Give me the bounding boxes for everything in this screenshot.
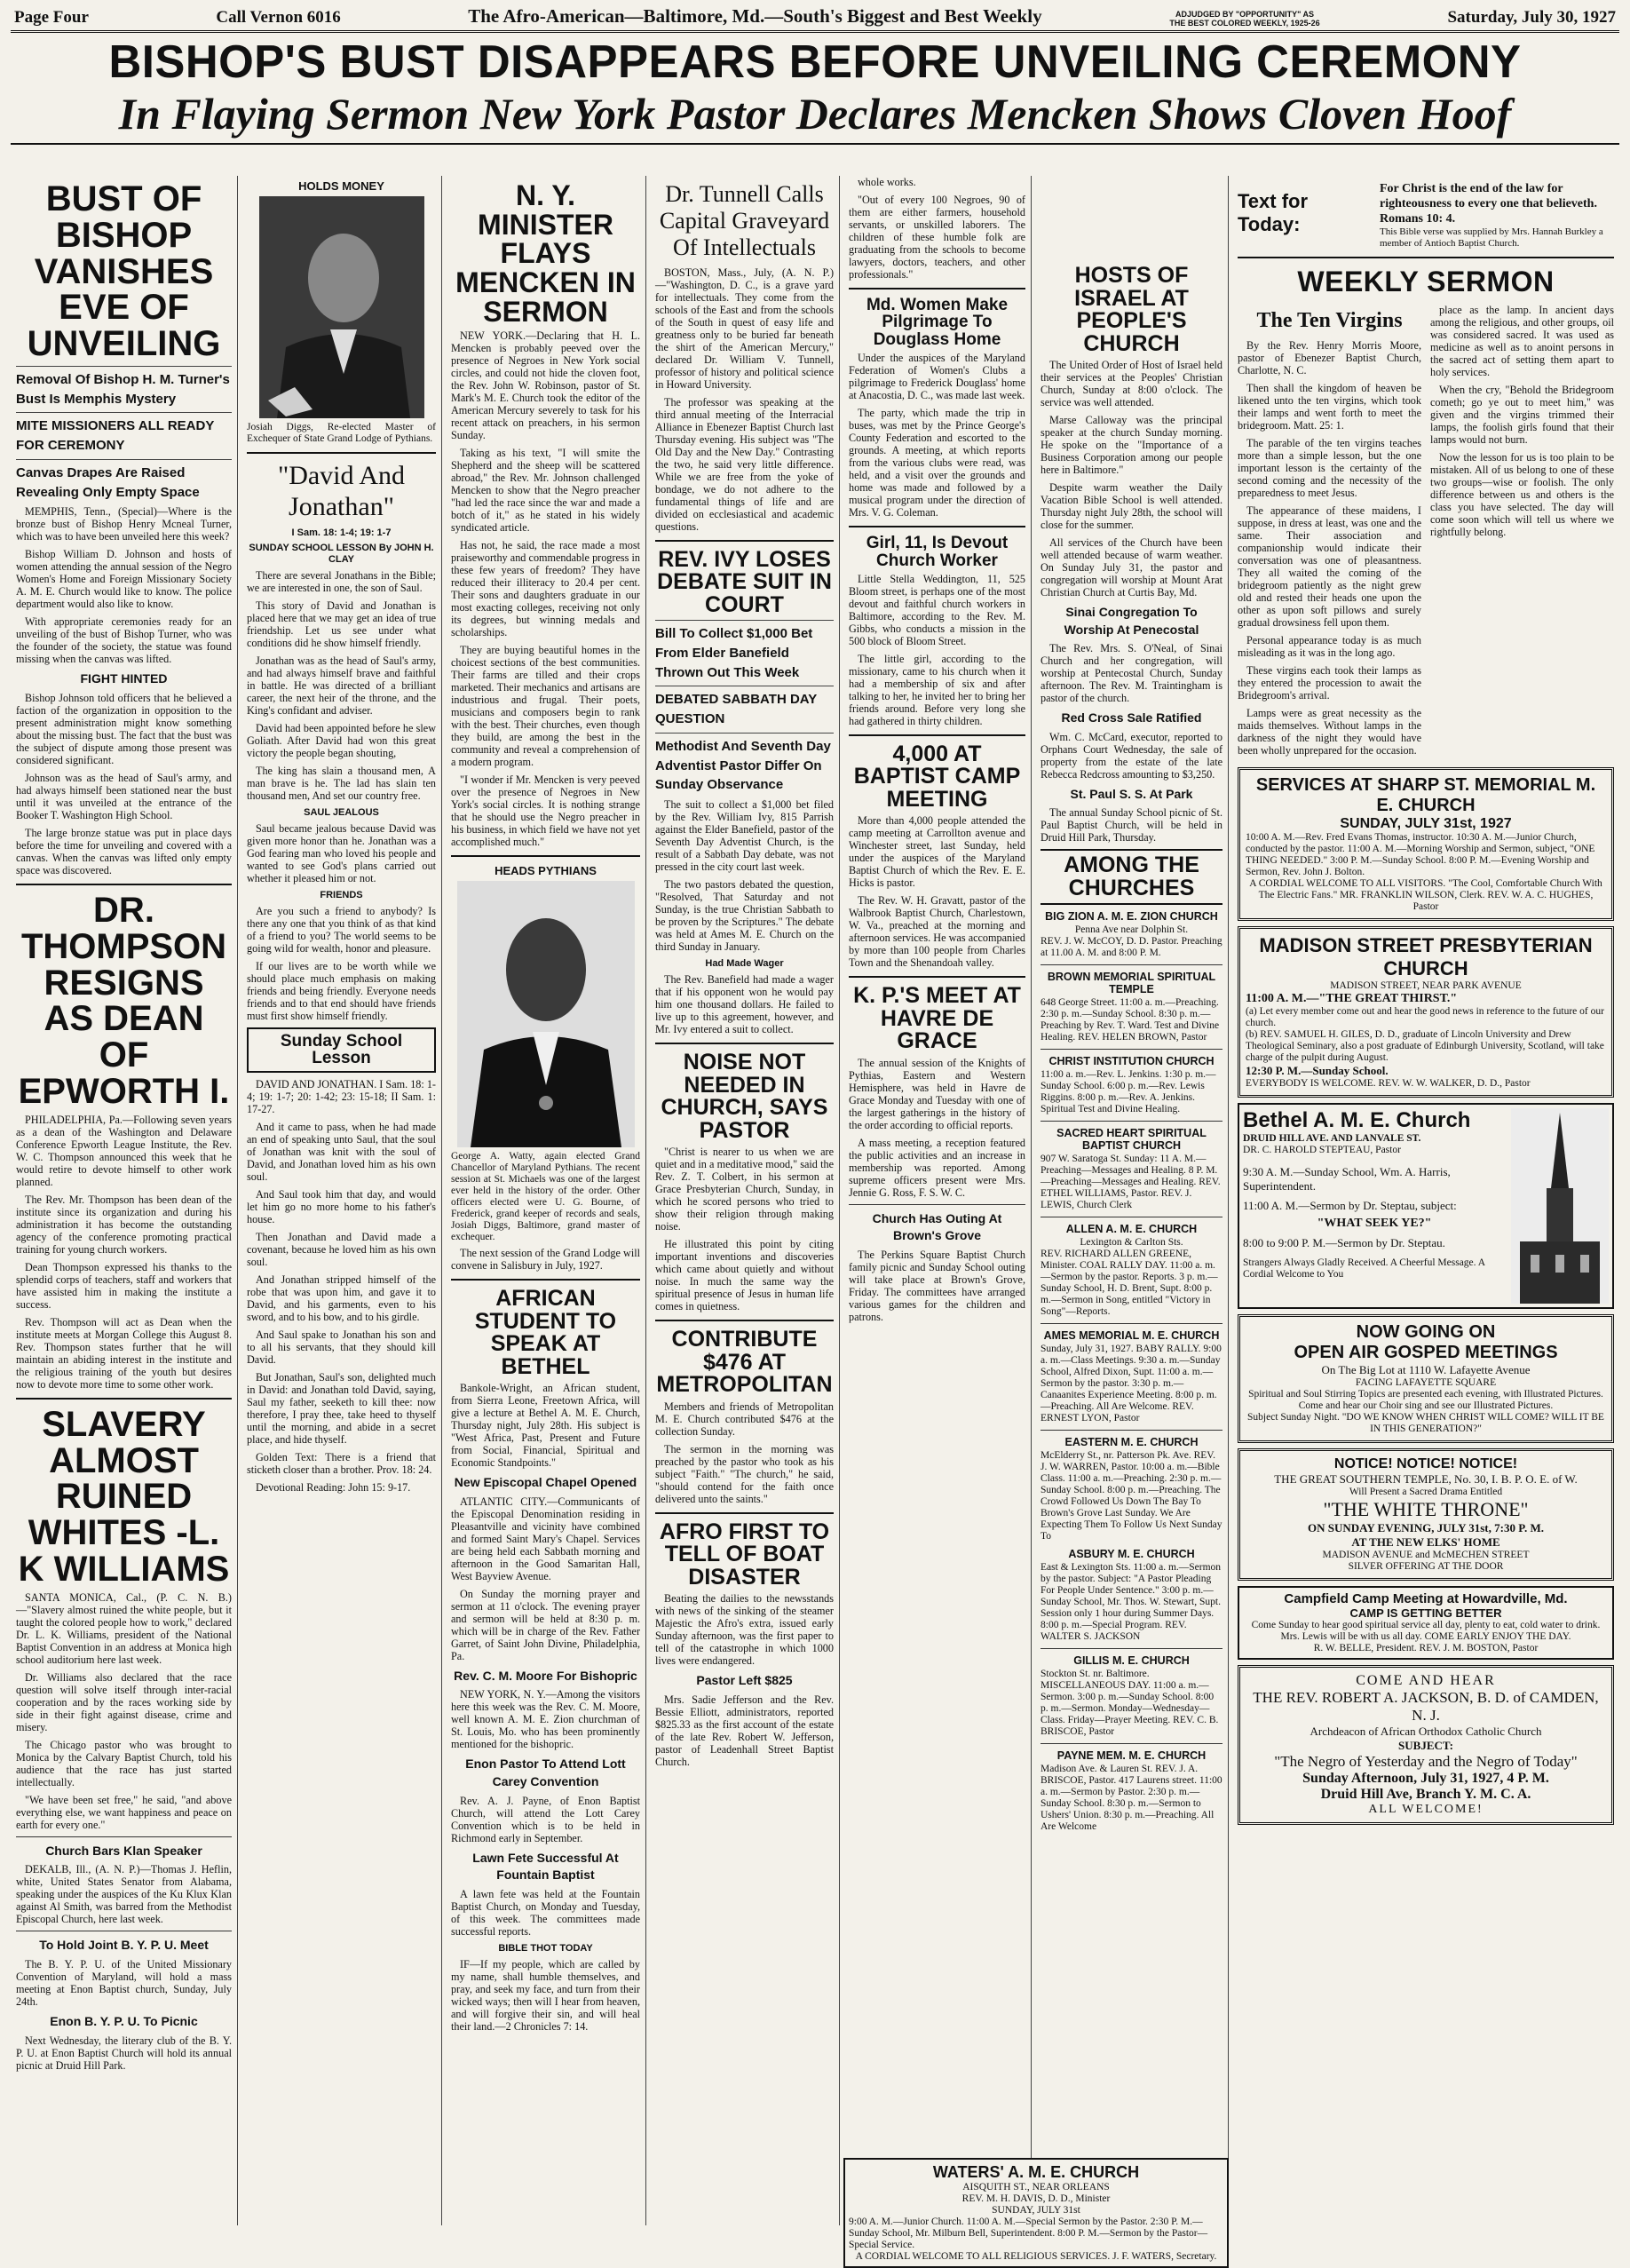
church-name: AMES MEMORIAL M. E. CHURCH xyxy=(1043,1329,1220,1343)
tunnell-paragraph: The professor was speaking at the third annual meeting of the Interracial Alliance in Ebenezer Baptist Church last Thursday evening. His subject was "The Old Day and the New Day." Contrasting the two, he said very little difference. While we are free from the yoke of bondage, we do not adhere to the fundamental things of life and are divided on ecclesiastical and academic questions. xyxy=(655,395,834,533)
church-services: Stockton St. nr. Baltimore. MISCELLANEOUS DAY. 11:00 a. m.—Sermon. 3:00 p. m.—Sunday School. 8:00 p. m.—Sermon. Monday—Wednesday—Class. Friday—Prayer Meeting. REV. C. B. BRISCOE, Pastor xyxy=(1041,1669,1219,1738)
redcross-headline: Red Cross Sale Ratified xyxy=(1061,710,1202,726)
open-paragraph: Subject Sunday Night. "DO WE KNOW WHEN CHRIST WILL COME? WILL IT BE IN THIS GENERATION?" xyxy=(1247,1411,1604,1434)
ss-paragraph: And Saul spake to Jonathan his son and to all his servants, that they should kill David. xyxy=(247,1328,436,1366)
afro-paragraph: Beating the dailies to the newsstands with news of the sinking of the steamer Majestic the Afro's extra, issued early Sunday afternoon, was the first paper to tell of the catastrophe in which 1000 lives were endangered. xyxy=(655,1592,834,1668)
ivy-paragraph: The two pastors debated the question, "Resolved, That Saturday and not Sunday, is the true Christian Sabbath to be proven by the Scriptures." The debate was held at Ames M. E. Church on the third Sunday in January. xyxy=(655,878,834,954)
ny-paragraph: Has not, he said, the race made a most praiseworthy and commendable progress in these few years of freedom? They have reduced their illiteracy to 20.4 per cent. Their sons and daughters graduate in our most exacting colleges, receiving not only its degrees, but winning medals and scholarships. xyxy=(451,539,640,639)
left-headline: Pastor Left $825 xyxy=(696,1673,793,1688)
church-services: 648 George Street. 11:00 a. m.—Preaching. 2:30 p. m.—Sunday School. 8:30 p. m.—Preaching by Rev. T. Ward. Test and Divine Healing. REV. HELEN BROWN, Pastor xyxy=(1041,997,1220,1043)
madison-title: MADISON STREET PRESBYTERIAN CHURCH xyxy=(1259,933,1593,979)
church-services: McElderry St., nr. Patterson Pk. Ave. REV. J. W. WARREN, Pastor. 10:00 a. m.—Bible Class. 11:00 a. m.—Preaching. 2:30 p. m.—Sunday School. 8:00 p. m.—Preaching. The Crowd Followed Us Down The Bay To Brown's Grove Last Sunday. We Are Expecting Them To Follow Us Next Sunday To xyxy=(1041,1450,1222,1542)
noise-headline: NOISE NOT NEEDED IN CHURCH, SAYS PASTOR xyxy=(661,1050,828,1143)
church-services: 11:00 a. m.—Rev. L. Jenkins. 1:30 p. m.—Sunday School. 6:00 p. m.—Rev. Lewis Riggins. 8:00 p. m.—Rev. A. Jenkins. Spiritual Test and Divine Healing. xyxy=(1041,1069,1216,1115)
church-name: CHRIST INSTITUTION CHURCH xyxy=(1048,1055,1215,1068)
pythians-photo xyxy=(457,881,635,1147)
column-4 xyxy=(650,176,840,2225)
moore-paragraph: NEW YORK, N. Y.—Among the visitors here this week was the Rev. C. M. Moore, well known A. M. E. Zion churchman of St. Louis, Mo. who has been prominently mentioned for the bishopric. xyxy=(451,1688,640,1751)
bust-headline: BUST OF BISHOP VANISHES EVE OF UNVEILING xyxy=(27,179,221,364)
waters-pastor: REV. M. H. DAVIS, D. D., Minister xyxy=(961,2193,1111,2204)
contribute-headline: CONTRIBUTE $476 AT METROPOLITAN xyxy=(656,1327,833,1398)
camp-paragraph: The Rev. W. H. Gravatt, pastor of the Walbrook Baptist Church, Charlestown, W. Va., preached at the morning and afternoon services. He was accompanied by more than 100 people from Charles Town and the Shenandoah valley. xyxy=(849,894,1025,970)
stpaul-paragraph: The annual Sunday School picnic of St. Paul Baptist Church, will be held in Druid Hill Park, Thursday. xyxy=(1041,806,1222,845)
jackson-role: Archdeacon of African Orthodox Catholic Church xyxy=(1310,1724,1542,1738)
noise-paragraph: "Christ is nearer to us when we are quiet and in a meditative mood," said the Rev. Z. T. Colbert, in his sermon at Grace Presbyterian Church, Sunday, in which he scored persons who tried to show their religion through making noise. xyxy=(655,1146,834,1233)
bust-deck-2: MITE MISSIONERS ALL READY FOR CEREMONY xyxy=(16,412,232,456)
church-name: BIG ZION A. M. E. ZION CHURCH xyxy=(1045,910,1218,924)
klan-headline: Church Bars Klan Speaker xyxy=(45,1843,202,1858)
notice-text: Will Present a Sacred Drama Entitled xyxy=(1349,1486,1503,1497)
ivy-subhead: Had Made Wager xyxy=(705,958,784,970)
bible-headline: BIBLE THOT TODAY xyxy=(498,1942,593,1954)
moore-headline: Rev. C. M. Moore For Bishopric xyxy=(454,1668,637,1683)
newspaper-page xyxy=(11,5,1619,2262)
church-services: Madison Ave. & Lauren St. REV. J. A. BRISCOE, Pastor. 417 Laurens street. 11:00 a. m.—Sermon by Pastor. 2:30 p. m.—Sunday School. 8:30 p. m.—Sermon to Ushers' Union. 8:30 p. m.—Preaching. All Are Welcome xyxy=(1041,1764,1222,1833)
waters-services: 9:00 A. M.—Junior Church. 11:00 A. M.—Special Sermon by the Pastor. 2:30 P. M.—Sunday School, Mr. Milburn Bell, Superintendent. 8:00 P. M.—Sermon by the Pastor—Special Service. xyxy=(849,2216,1208,2250)
slavery-headline: SLAVERY ALMOST RUINED WHITES -L. K WILLIAMS xyxy=(18,1404,230,1590)
camp-paragraph: More than 4,000 people attended the camp meeting at Carrollton avenue and Winchester street, last Sunday, held under the auspices of the Maryland Baptist Church of which the Rev. E. E. Hicks is pastor. xyxy=(849,814,1025,890)
church-services: Sunday, July 31, 1927. BABY RALLY. 9:00 a. m.—Class Meetings. 9:30 a. m.—Sunday School, Alfred Dixon, Supt. 11:00 a. m.—Sermon by the pastor. 3:30 p. m.—Canaanites Experience Meeting. 8:00 p. m.—Preaching. All Are Welcome. REV. ERNEST LYON, Pastor xyxy=(1041,1344,1222,1424)
tunnell-paragraph: BOSTON, Mass., July, (A. N. P.)—"Washington, D. C., is a grave yard for intellectuals. They come from the schools of the East and from the schools of the South in quest of easy life and greatness only to be buried far beneath the shirt of the American Mercury," declared Dr. William V. Tunnell, professor of history and political science in Howard University. xyxy=(655,266,834,391)
bust-paragraph: MEMPHIS, Tenn., (Special)—Where is the bronze bust of Bishop Henry Mcneal Turner, which was to have been unveiled here this week? xyxy=(16,505,232,543)
slavery-paragraph: SANTA MONICA, Cal., (P. C. N. B.)—"Slavery almost ruined the white people, but it taught the colored people how to work," declared Dr. L. K. Williams, president of the National Baptist Convention in an address at Monica high school auditorium here last week. xyxy=(16,1590,232,1666)
notice-footer: SILVER OFFERING AT THE DOOR xyxy=(1348,1560,1504,1572)
hosts-headline: HOSTS OF ISRAEL AT PEOPLE'S CHURCH xyxy=(1074,263,1189,356)
bethel-service: 8:00 to 9:00 P. M.—Sermon by Dr. Steptau. xyxy=(1243,1235,1445,1249)
church-services: East & Lexington Sts. 11:00 a. m.—Sermon by the pastor. Subject: "A Pastor Pleading For People Under Sentence." 3:00 p. m.—Sunday School, Mr. Thos. W. Stewart, Supt. Session only 1 hour during Summer Days. 8:00 p. m.—Special Program. REV. WALTER S. JACKSON xyxy=(1041,1562,1222,1643)
bypu-paragraph: The B. Y. P. U. of the United Missionary Convention of Maryland, will hold a mass meeting at Enon Baptist church, Sunday, July 24th. xyxy=(16,1958,232,2009)
columns xyxy=(11,176,1619,2262)
madison-ad xyxy=(1238,926,1614,1098)
bust-subhead: FIGHT HINTED xyxy=(80,671,168,686)
notice-where: AT THE NEW ELKS' HOME xyxy=(1351,1534,1500,1549)
left-paragraph: Mrs. Sadie Jefferson and the Rev. Bessie Elliott, administrators, reported $825.33 as the first account of the estate of the late Rev. Robert W. Jefferson, pastor of Leadenhall Street Baptist Church. xyxy=(655,1693,834,1768)
bust-paragraph: Bishop Johnson told officers that he believed a faction of the organization in opposition to the present administration might know something about the missing bust. The fact that the bust was the subject of dispute among those present was considered significant. xyxy=(16,692,232,767)
text-verse: For Christ is the end of the law for righteousness to every one that believeth. Romans 10: 4. xyxy=(1380,182,1597,226)
thompson-paragraph: PHILADELPHIA, Pa.—Following seven years as a dean of the Washington and Delaware Conference Epworth League Institute, the Rev. W. C. Thompson announced this week that he would retire to devote himself to other work planned. xyxy=(16,1113,232,1188)
bethel-pastor: DR. C. HAROLD STEPTEAU, Pastor xyxy=(1243,1144,1401,1155)
jackson-subject: "The Negro of Yesterday and the Negro of Today" xyxy=(1274,1752,1578,1770)
church-services: 907 W. Saratoga St. Sunday: 11 A. M.—Preaching—Messages and Healing. 8 P. M.—Preaching—Messages and Healing. REV. ETHEL WILLIAMS, Pastor. REV. J. LEWIS, Church Clerk xyxy=(1041,1154,1221,1211)
madison-service: (a) Let every member come out and hear the good news in reference to the future of our church. xyxy=(1246,1005,1604,1028)
bust-paragraph: With appropriate ceremonies ready for an unveiling of the bust of Bishop Turner, who was the founder of the society, the statue was found missing when the canvas was lifted. xyxy=(16,615,232,666)
bust-deck-1: Removal Of Bishop H. M. Turner's Bust Is Memphis Mystery xyxy=(16,366,232,409)
column-7 xyxy=(1232,176,1619,2225)
notice-text: THE GREAT SOUTHERN TEMPLE, No. 30, I. B. P. O. E. of W. xyxy=(1274,1471,1578,1486)
hosts-paragraph: Despite warm weather the Daily Vacation Bible School is well attended. Thursday night July 28th, the school will close for the summer. xyxy=(1041,481,1222,531)
lawn-paragraph: A lawn fete was held at the Fountain Baptist Church, on Monday and Tuesday, of this week. The committees made successful reports. xyxy=(451,1887,640,1938)
ivy-deck: Methodist And Seventh Day Adventist Pastor Differ On Sunday Observance xyxy=(655,733,834,795)
main-headline: BISHOP'S BUST DISAPPEARS BEFORE UNVEILING CEREMONY xyxy=(108,36,1522,88)
bethel-service: 9:30 A. M.—Sunday School, Wm. A. Harris, Superintendent. xyxy=(1243,1164,1451,1193)
camp-headline: 4,000 AT BAPTIST CAMP MEETING xyxy=(853,741,1021,812)
sharp-title: SERVICES AT SHARP ST. MEMORIAL M. E. CHURCH xyxy=(1255,774,1596,815)
ny-paragraph: NEW YORK.—Declaring that H. L. Mencken is probably peeved over the presence of Negroes in New York social circles, and could not hide the cloven foot, the Rev. John W. Robinson, pastor of St. Mark's M. E. Church took the editor of the American Mercury severely to task for his recent attack on preachers, in his sermon Sunday. xyxy=(451,329,640,442)
ss-paragraph: And Jonathan stripped himself of the robe that was upon him, and gave it to David, and his garments, even to his sword, and to his bow, and to his girdle. xyxy=(247,1273,436,1323)
thompson-paragraph: The Rev. Mr. Thompson has been dean of the institute since its organization and during his administration it has become the outstanding agency of the conference promoting practical training for young church workers. xyxy=(16,1193,232,1256)
photo-label: HOLDS MONEY xyxy=(298,179,384,193)
slavery-paragraph: "We have been set free," he said, "and above everything else, we want happiness and peace on earth for every one." xyxy=(16,1793,232,1831)
church-address: Lexington & Carlton Sts. xyxy=(1080,1237,1183,1249)
virgins-paragraph: The appearance of these maidens, I suppose, in dress at least, was one and the same. Their association and companionship would indicate their conversation was one of pleasantness. They all waited the coming of the bridegroom patiently as the night grew old and rested their heads one upon the other as upon soft pillows and surely gradual drowsiness fell upon them. xyxy=(1238,504,1421,629)
ss-paragraph: Then Jonathan and David made a covenant, because he loved him as his own soul. xyxy=(247,1230,436,1268)
slavery-paragraph: The Chicago pastor who was brought to Monica by the Calvary Baptist Church, told his audience that the race has just started intellectually. xyxy=(16,1738,232,1788)
church-address: Penna Ave near Dolphin St. xyxy=(1074,924,1189,936)
david-paragraph: Are you such a friend to anybody? Is there any one that you think of as that kind of a friend to you? The world seems to be going wild for wealth, honor and pleasure. xyxy=(247,905,436,955)
david-paragraph: David had been appointed before he slew Goliath. After David had won this great victory the people began shouting, xyxy=(247,722,436,759)
bypu-headline: To Hold Joint B. Y. P. U. Meet xyxy=(39,1938,209,1953)
jackson-subhead: SUBJECT: xyxy=(1398,1738,1453,1752)
church-name: ALLEN A. M. E. CHURCH xyxy=(1065,1223,1198,1236)
david-paragraph: Saul became jealous because David was given more honor than he. Jonathan was a God fearing man who loved his people and wanted to see God's plans carried out whether it pleased him or not. xyxy=(247,822,436,884)
church-name: GILLIS M. E. CHURCH xyxy=(1073,1654,1190,1668)
sharp-date: SUNDAY, JULY 31st, 1927 xyxy=(1340,815,1512,831)
ivy-headline: REV. IVY LOSES DEBATE SUIT IN COURT xyxy=(657,546,832,617)
masthead xyxy=(11,5,1619,33)
adjudged-badge: ADJUDGED BY "OPPORTUNITY" AS THE BEST COLORED WEEKLY, 1925-26 xyxy=(1169,10,1320,28)
sharp-services: 10:00 A. M.—Rev. Fred Evans Thomas, instructor. 10:30 A. M.—Junior Church, conducted by the pastor. 11:00 A. M.—Morning Worship and Sermon, subject, "ONE THING NEEDED." 3:00 P. M.—Sunday School. 8:00 P. M.—Evening Worship and Sermon, Rev. John J. Bolton. xyxy=(1246,831,1595,877)
waters-ad xyxy=(843,2158,1229,2268)
saul-subhead: SAUL JEALOUS xyxy=(304,807,379,818)
text-label: Text for Today: xyxy=(1238,190,1309,235)
pythians-paragraph: The next session of the Grand Lodge will convene in Salisbury in July, 1927. xyxy=(451,1247,640,1273)
virgins-paragraph: place as the lamp. In ancient days among the religious, and other groups, oil was considered sacred. It was used as medicine as well as to anoint persons in the sacred act of setting them apart to holy services. xyxy=(1430,304,1614,378)
ss-paragraph: Golden Text: There is a friend that sticketh closer than a brother. Prov. 18: 24. xyxy=(247,1450,436,1476)
madison-footer: EVERYBODY IS WELCOME. REV. W. W. WALKER, D. D., Pastor xyxy=(1246,1077,1531,1089)
madison-service: 12:30 P. M.—Sunday School. xyxy=(1246,1063,1389,1077)
open-paragraph: Spiritual and Soul Stirring Topics are presented each evening, with Illustrated Pictures. Come and hear our Choir sing and see our Illustrated Pictures. xyxy=(1248,1388,1603,1411)
slavery-paragraph: Dr. Williams also declared that the race question will solve itself through inter-racial cooperation and by the races working side by side in their fight against disease, crime and misery. xyxy=(16,1670,232,1733)
virgins-paragraph: These virgins each took their lamps as they entered the procession to await the Bridegroom's arrival. xyxy=(1238,663,1421,702)
page-number: Page Four xyxy=(14,8,89,27)
md-women-headline: Md. Women Make Pilgrimage To Douglass Home xyxy=(866,296,1009,349)
virgins-paragraph: When the cry, "Behold the Bridegroom cometh; go ye out to meet him," was given and the virgins trimmed their lamps, the foolish girls found that their lamps would not burn. xyxy=(1430,384,1614,446)
open-title: NOW GOING ON xyxy=(1356,1321,1496,1342)
kp-paragraph: A mass meeting, a reception featured the public activities and an increase in membership was reported. Among supreme officers present were Mrs. Jennie G. Ross, F. S. W. C. xyxy=(849,1136,1025,1199)
pythians-caption: George A. Watty, again elected Grand Chancellor of Maryland Pythians. The recent session at St. Michaels was one of the largest ever held in the history of the order. Other officers elected were U. G. Bourne, of Frederick, grand keeper of records and seals, Josiah Diggs, Baltimore, grand master of exchequer. xyxy=(451,1151,640,1243)
column-5 xyxy=(843,176,1032,2225)
campfield-paragraph: Come Sunday to hear good spiritual service all day, plenty to eat, cold water to drink. Mrs. Lewis will be with us all day. COME EARLY ENJOY THE DAY. xyxy=(1251,1619,1601,1642)
sermon-columns xyxy=(1238,304,1614,762)
ny-paragraph: They are buying beautiful homes in the choicest sections of the best communities. Their farms are tilled and their crops marketed. Their mechanics and artisans are industrious and frugal. Their poets, musicians and composers begin to rank with the best. Their churches, even though they build, are among the best in the community and reveal a comprehension of a modern program. xyxy=(451,644,640,769)
afro-headline: AFRO FIRST TO TELL OF BOAT DISASTER xyxy=(659,1519,830,1590)
jackson-when: Sunday Afternoon, July 31, 1927, 4 P. M. xyxy=(1302,1770,1549,1786)
hosts-paragraph: All services of the Church have been well attended because of warm weather. On Sunday July 31, the pastor and congregation will worship at Mount Arat Christian Church at Curtis Bay, Md. xyxy=(1041,536,1222,599)
sinai-paragraph: The Rev. Mrs. S. O'Neal, of Sinai Church and her congregation, will worship at Pentecostal Church, Sunday afternoon. The Rev. M. Traintingham is pastor of the church. xyxy=(1041,642,1222,705)
column-2 xyxy=(241,176,442,2225)
bethel-service: 11:00 A. M.—Sermon by Dr. Steptau, subject: xyxy=(1243,1198,1457,1212)
african-paragraph: Bankole-Wright, an African student, from Sierra Leone, Freetown Africa, will give a lecture at Bethel A. M. E. Church, Thursday night, July 28th. His subject is "West Africa, Past, Present and Future from Social, Financial, Spiritual and Economic Standpoints." xyxy=(451,1382,640,1470)
church-name: PAYNE MEM. M. E. CHURCH xyxy=(1056,1749,1207,1763)
church-name: EASTERN M. E. CHURCH xyxy=(1064,1436,1199,1449)
tunnell-continued: whole works. xyxy=(858,176,916,188)
portrait-photo xyxy=(259,196,424,418)
notice-address: MADISON AVENUE and McMECHEN STREET xyxy=(1322,1549,1530,1560)
ss-paragraph: Devotional Reading: John 15: 9-17. xyxy=(256,1480,411,1494)
open-title: OPEN AIR GOSPED MEETINGS xyxy=(1294,1342,1558,1362)
church-name: SACRED HEART SPIRITUAL BAPTIST CHURCH xyxy=(1056,1127,1207,1153)
md-women-paragraph: The party, which made the trip in buses, was met by the Prince George's County Federation and escorted to the grounds. A meeting, at which reports from the various clubs were read, was held, and a visit over the grounds and home was made and followed by a musical program under the direction of Mrs. V. G. Coleman. xyxy=(849,407,1025,519)
sharp-street-ad xyxy=(1238,767,1614,921)
madison-service: (b) REV. SAMUEL H. GILES, D. D., graduate of Lincoln University and Drew Theological Seminary, also a post graduate of Edinburgh University, Scotland, will take charge of the pulpit during August. xyxy=(1246,1028,1604,1063)
david-paragraph: There are several Jonathans in the Bible; we are interested in one, the son of Saul. xyxy=(247,569,436,594)
waters-address: AISQUITH ST., NEAR ORLEANS xyxy=(962,2182,1110,2193)
portrait-image xyxy=(259,196,424,418)
episcopal-paragraph: On Sunday the morning prayer and sermon at 11 o'clock. The evening prayer and sermon will be held at 8:30 p. m. which will be in charge of the Rev. Father Garret, of Saint John Divine, Philadelphia, Pa. xyxy=(451,1587,640,1662)
virgins-paragraph: Now the lesson for us is too plain to be mistaken. All of us belong to one of these two groups—wise or foolish. The only difference between us and others is the class you have selected. The day will come soon which will tell us where we rightfully belong. xyxy=(1430,451,1614,538)
ss-paragraph: But Jonathan, Saul's son, delighted much in David: and Jonathan told David, saying, Saul my father, seeketh to kill thee: now therefore, I pray thee, take heed to thyself until the morning, and abide in a secret place, and hide thyself. xyxy=(247,1370,436,1446)
enon-picnic-paragraph: Next Wednesday, the literary club of the B. Y. P. U. at Enon Baptist Church will hold its annual picnic at Druid Hill Park. xyxy=(16,2034,232,2072)
open-air-ad xyxy=(1238,1314,1614,1443)
episcopal-paragraph: ATLANTIC CITY.—Communicants of the Episcopal Denomination residing in Pleasantville and vicinity have combined and formed Saint Mary's Chapel. Services are being held each Sabbath morning and afternoon in the Good Samaritan Hall, West Bayview Avenue. xyxy=(451,1495,640,1582)
church-steeple-icon xyxy=(1511,1108,1609,1304)
virgins-paragraph: Then shall the kingdom of heaven be likened unto the ten virgins, which took their lamps and went forth to meet the bridegroom. Matt. 25: 1. xyxy=(1238,381,1421,432)
photo-caption: Josiah Diggs, Re-elected Master of Exchequer of State Grand Lodge of Pythians. xyxy=(247,422,436,444)
david-headline: "David And Jonathan" xyxy=(277,461,406,521)
bethel-address: DRUID HILL AVE. AND LANVALE ST. xyxy=(1243,1132,1421,1144)
sunday-school-box: Sunday School Lesson xyxy=(247,1027,436,1073)
stpaul-headline: St. Paul S. S. At Park xyxy=(1070,786,1193,801)
madison-service: 11:00 A. M.—"THE GREAT THIRST." xyxy=(1246,991,1458,1005)
paper-title: The Afro-American—Baltimore, Md.—South's Biggest and Best Weekly xyxy=(468,5,1042,27)
column-6 xyxy=(1035,176,1229,2225)
pythians-label: HEADS PYTHIANS xyxy=(495,864,597,878)
waters-date: SUNDAY, JULY 31st xyxy=(992,2205,1080,2216)
thompson-paragraph: Rev. Thompson will act as Dean when the institute meets at Morgan College this August 8. Rev. Thompson states further that he will maintain an abiding interest in the institute and the religious training of the youth but desires now to devote more time to some other work. xyxy=(16,1315,232,1391)
bethel-title: Bethel A. M. E. Church xyxy=(1243,1107,1471,1132)
enon-picnic-headline: Enon B. Y. P. U. To Picnic xyxy=(50,2014,198,2029)
ivy-paragraph: The suit to collect a $1,000 bet filed by the Rev. William Ivy, 815 Parrish against the Elder Banefield, pastor of the Seventh Day Adventist Church, is the result of a Sabbath Day debate, was not pressed in the city court last week. xyxy=(655,798,834,874)
ny-paragraph: "I wonder if Mr. Mencken is very peeved over the presence of Negroes in New York's social circles. It is nothing strange that he should use the Negro preacher in his business, in which field we have not yet accomplished much." xyxy=(451,773,640,849)
kp-paragraph: The annual session of the Knights of Pythias, Eastern and Western Hemisphere, was held in Havre de Grace Monday and Tuesday with one of the largest gatherings in the history of the order according to official reports. xyxy=(849,1056,1025,1131)
sinai-headline: Sinai Congregation To Worship At Penecostal xyxy=(1064,605,1199,637)
pythians-image xyxy=(457,881,635,1147)
bible-paragraph: IF—If my people, which are called by my name, shall humble themselves, and pray, and seek my face, and turn from their wicked ways; then will I hear from heaven, and will forgive their sin, and will heal their land.—2 Chronicles 7: 14. xyxy=(451,1957,640,2033)
david-ref: I Sam. 18: 1-4; 19: 1-7 xyxy=(291,527,392,538)
david-paragraph: This story of David and Jonathan is placed here that we may get an idea of true friendship. Let us see under what conditions did he show himself friendly. xyxy=(247,599,436,649)
waters-title: WATERS' A. M. E. CHURCH xyxy=(932,2163,1140,2181)
church-name: ASBURY M. E. CHURCH xyxy=(1068,1548,1195,1561)
david-poem: The king has slain a thousand men, A man brave is he. The lad has slain ten thousand men, And set our country free. xyxy=(247,765,436,802)
contribute-paragraph: The sermon in the morning was preached by the pastor who took as his subject "Faith." "The church," he said, "should contend for the faith once delivered unto the saints." xyxy=(655,1442,834,1505)
bethel-ad xyxy=(1238,1103,1614,1309)
episcopal-headline: New Episcopal Chapel Opened xyxy=(454,1475,637,1490)
david-lesson: SUNDAY SCHOOL LESSON By JOHN H. CLAY xyxy=(249,543,434,565)
girl-headline: Girl, 11, Is Devout Church Worker xyxy=(866,534,1009,570)
tunnell-continued: "Out of every 100 Negroes, 90 of them are either farmers, household servants, or unskilled laborers. The children of these humble folk are graduating from the schools to become lawyers, doctors, teachers, and other professionals." xyxy=(849,194,1025,281)
ny-headline: N. Y. MINISTER FLAYS MENCKEN IN SERMON xyxy=(455,179,636,328)
tunnell-headline: Dr. Tunnell Calls Capital Graveyard Of Intellectuals xyxy=(659,181,830,260)
virgins-paragraph: Personal appearance today is as much misleading as it was in the long ago. xyxy=(1238,633,1421,659)
noise-paragraph: He illustrated this point by citing important inventions and discoveries which came about quietly and without noise. In much the same way the spiritual presence of Jesus in human life comes in quietness. xyxy=(655,1238,834,1313)
md-women-paragraph: Under the auspices of the Maryland Federation of Women's Clubs a pilgrimage to Frederick Douglass' home at Anacostia, D. C., was made last week. xyxy=(849,352,1025,402)
campfield-footer: R. W. BELLE, President. REV. J. M. BOSTON, Pastor xyxy=(1313,1642,1539,1653)
church-services: REV. J. W. McCOY, D. D. Pastor. Preaching at 11.00 A. M. and 8:00 P. M. xyxy=(1041,936,1222,959)
ss-paragraph: And it came to pass, when he had made an end of speaking unto Saul, that the soul of Jonathan was knit with the soul of David, and Jonathan loved him as his own soul. xyxy=(247,1120,436,1183)
campfield-title: Campfield Camp Meeting at Howardville, Md. xyxy=(1284,1590,1568,1606)
notice-title: "THE WHITE THRONE" xyxy=(1323,1497,1529,1520)
column-3 xyxy=(446,176,646,2225)
girl-paragraph: The little girl, according to the missionary, came to his church when it had a membership of six and after talking to her, he invited her to bring her friends around. Before very long she had gathered in thirty children. xyxy=(849,652,1025,727)
ss-paragraph: DAVID AND JONATHAN. I Sam. 18: 1-4; 19: 1-7; 20: 1-42; 23: 15-18; II Sam. 1: 17-27. xyxy=(247,1077,436,1115)
open-address: On The Big Lot at 1110 W. Lafayette Avenue xyxy=(1321,1362,1531,1376)
campfield-ad xyxy=(1238,1586,1614,1660)
contribute-paragraph: Members and friends of Metropolitan M. E. Church contributed $476 at the collection Sunday. xyxy=(655,1400,834,1438)
virgins-headline: The Ten Virgins xyxy=(1256,309,1403,332)
thompson-paragraph: Dean Thompson expressed his thanks to the splendid corps of teachers, staff and workers that have assisted him in making the institute a success. xyxy=(16,1260,232,1311)
campfield-subhead: CAMP IS GETTING BETTER xyxy=(1349,1606,1502,1620)
ivy-paragraph: The Rev. Banefield had made a wager that if his opponent won he would pay him one thousand dollars. He failed to live up to this agreement, however, and Mr. Ivy entered a suit to collect. xyxy=(655,973,834,1036)
outing-headline: Church Has Outing At Brown's Grove xyxy=(872,1210,1002,1243)
ivy-deck: Bill To Collect $1,000 Bet From Elder Banefield Thrown Out This Week xyxy=(655,620,834,682)
david-paragraph: Jonathan was as the head of Saul's army, and had always himself brave and faithful in battle. He was directed of a brilliant career, the next heir of the throne, and the King's confidant and adviser. xyxy=(247,654,436,717)
friends-subhead: FRIENDS xyxy=(320,890,363,900)
madison-address: MADISON STREET, NEAR PARK AVENUE xyxy=(1330,979,1522,991)
thompson-headline: DR. THOMPSON RESIGNS AS DEAN OF EPWORTH I. xyxy=(18,891,230,1112)
column-1 xyxy=(11,176,238,2225)
notice-when: ON SUNDAY EVENING, JULY 31st, 7:30 P. M. xyxy=(1308,1520,1544,1534)
redcross-paragraph: Wm. C. McCard, executor, reported to Orphans Court Wednesday, the sale of property from the estate of the late Rebecca Redcross amounting to $3,250. xyxy=(1041,730,1222,781)
weekly-sermon-headline: WEEKLY SERMON xyxy=(1297,266,1555,297)
jackson-welcome: ALL WELCOME! xyxy=(1368,1802,1484,1816)
sharp-footer: A CORDIAL WELCOME TO ALL VISITORS. "The Cool, Comfortable Church With The Electric Fans." MR. FRANKLIN WILSON, Clerk. REV. W. A. C. HUGHES, Pastor xyxy=(1249,877,1602,912)
ivy-deck: DEBATED SABBATH DAY QUESTION xyxy=(655,686,834,729)
text-credit: This Bible verse was supplied by Mrs. Hannah Burkley a member of Antioch Baptist Church. xyxy=(1380,226,1603,249)
bust-deck-3: Canvas Drapes Are Raised Revealing Only Empty Space xyxy=(16,459,232,503)
waters-footer: A CORDIAL WELCOME TO ALL RELIGIOUS SERVICES. J. F. WATERS, Secretary. xyxy=(855,2251,1217,2262)
klan-paragraph: DEKALB, Ill., (A. N. P.)—Thomas J. Heflin, white, United States Senator from Alabama, speaking under the auspices of the Ku Klux Klan against Al Smith, was barred from the Methodist Episcopal Church, here last week. xyxy=(16,1863,232,1926)
ny-paragraph: Taking as his text, "I will smite the Shepherd and the sheep will be scattered abroad," the Rev. Mr. Johnson challenged Mencken to show that the Negro preacher "had led the race since the war and made a botch of it," as he stated in his widely syndicated article. xyxy=(451,447,640,535)
virgins-paragraph: Lamps were as great necessity as the maids themselves. Without lamps in the darkness of the night they would have been wholly unprepared for the occasion. xyxy=(1238,706,1421,757)
phone: Call Vernon 6016 xyxy=(216,8,341,27)
virgins-paragraph: The parable of the ten virgins teaches more than a simple lesson, but the one important lesson is the certainty of the second coming and the necessity of the preparedness to meet Jesus. xyxy=(1238,436,1421,499)
notice-ad xyxy=(1238,1448,1614,1581)
ss-paragraph: And Saul took him that day, and would let him go no more home to his father's house. xyxy=(247,1187,436,1225)
bethel-subject: "WHAT SEEK YE?" xyxy=(1317,1216,1432,1230)
jackson-title: THE REV. ROBERT A. JACKSON, B. D. of CAMDEN, N. J. xyxy=(1253,1688,1599,1724)
lawn-headline: Lawn Fete Successful At Fountain Baptist xyxy=(472,1850,619,1883)
virgins-byline: By the Rev. Henry Morris Moore, pastor of Ebenezer Baptist Church, Charlotte, N. C. xyxy=(1238,338,1421,377)
among-headline: AMONG THE CHURCHES xyxy=(1041,849,1222,905)
bethel-footer: Strangers Always Gladly Received. A Cheerful Message. A Cordial Welcome to You xyxy=(1243,1257,1485,1280)
church-name: BROWN MEMORIAL SPIRITUAL TEMPLE xyxy=(1047,971,1216,996)
hosts-paragraph: The United Order of Host of Israel held their services at the Peoples' Christian Church, Sunday at 8:00 o'clock. The service was well attended. xyxy=(1041,359,1222,408)
bust-paragraph: The large bronze statue was put in place days before the time for unveiling and covered with a canvas. When the canvas was lifted only empty space was discovered. xyxy=(16,827,232,877)
kp-headline: K. P.'S MEET AT HAVRE DE GRACE xyxy=(853,983,1021,1054)
issue-date: Saturday, July 30, 1927 xyxy=(1447,8,1616,27)
church-services: REV. RICHARD ALLEN GREENE, Minister. COAL RALLY DAY. 11:00 a. m.—Sermon by the pastor. Reports. 3 p. m.—Sunday School, H. D. Brent, Supt. 8:00 p. m.—Sermon in Song, entitled "Victory in Song"—Reports. xyxy=(1041,1249,1218,1318)
open-subhead: FACING LAFAYETTE SQUARE xyxy=(1355,1376,1497,1388)
outing-paragraph: The Perkins Square Baptist Church family picnic and Sunday School outing will take place at Brown's Grove, Friday. The committees have arranged various games for the children and patrons. xyxy=(849,1249,1025,1324)
david-paragraph: If our lives are to be worth while we should place much emphasis on making friends and being friendly. Everyone needs friends and to that end should have friends must first show himself friendly. xyxy=(247,960,436,1022)
hosts-paragraph: Marse Calloway was the principal speaker at the church Sunday morning. He spoke on the "Importance of a Business Corporation among our people here in Baltimore." xyxy=(1041,414,1222,476)
bust-paragraph: Johnson was as the head of Saul's army, and had always himself been stationed near the bust until it was unveiled at the entrance of the Booker T. Washington High School. xyxy=(16,772,232,822)
girl-paragraph: Little Stella Weddington, 11, 525 Bloom street, is perhaps one of the most devout and faithful church workers in Baltimore, according to the Rev. M. Gibbs, who conducts a mission in the 500 block of Bloom Street. xyxy=(849,572,1025,647)
jackson-title: COME AND HEAR xyxy=(1356,1672,1496,1688)
enon-lott-paragraph: Rev. A. J. Payne, of Enon Baptist Church, will attend the Lott Carey Convention which is to be held in Richmond early in September. xyxy=(451,1794,640,1844)
jackson-ad xyxy=(1238,1665,1614,1825)
enon-lott-headline: Enon Pastor To Attend Lott Carey Convention xyxy=(465,1757,626,1788)
second-headline: In Flaying Sermon New York Pastor Declares Mencken Shows Cloven Hoof xyxy=(11,88,1619,145)
bust-paragraph: Bishop William D. Johnson and hosts of women attending the annual session of the Negro Women's Home and Foreign Missionary Society A. M. E. Church would like to know. The police department would also like to know. xyxy=(16,548,232,611)
notice-headline: NOTICE! NOTICE! NOTICE! xyxy=(1333,1455,1518,1471)
african-headline: AFRICAN STUDENT TO SPEAK AT BETHEL xyxy=(474,1286,617,1379)
jackson-where: Druid Hill Ave, Branch Y. M. C. A. xyxy=(1320,1786,1531,1802)
